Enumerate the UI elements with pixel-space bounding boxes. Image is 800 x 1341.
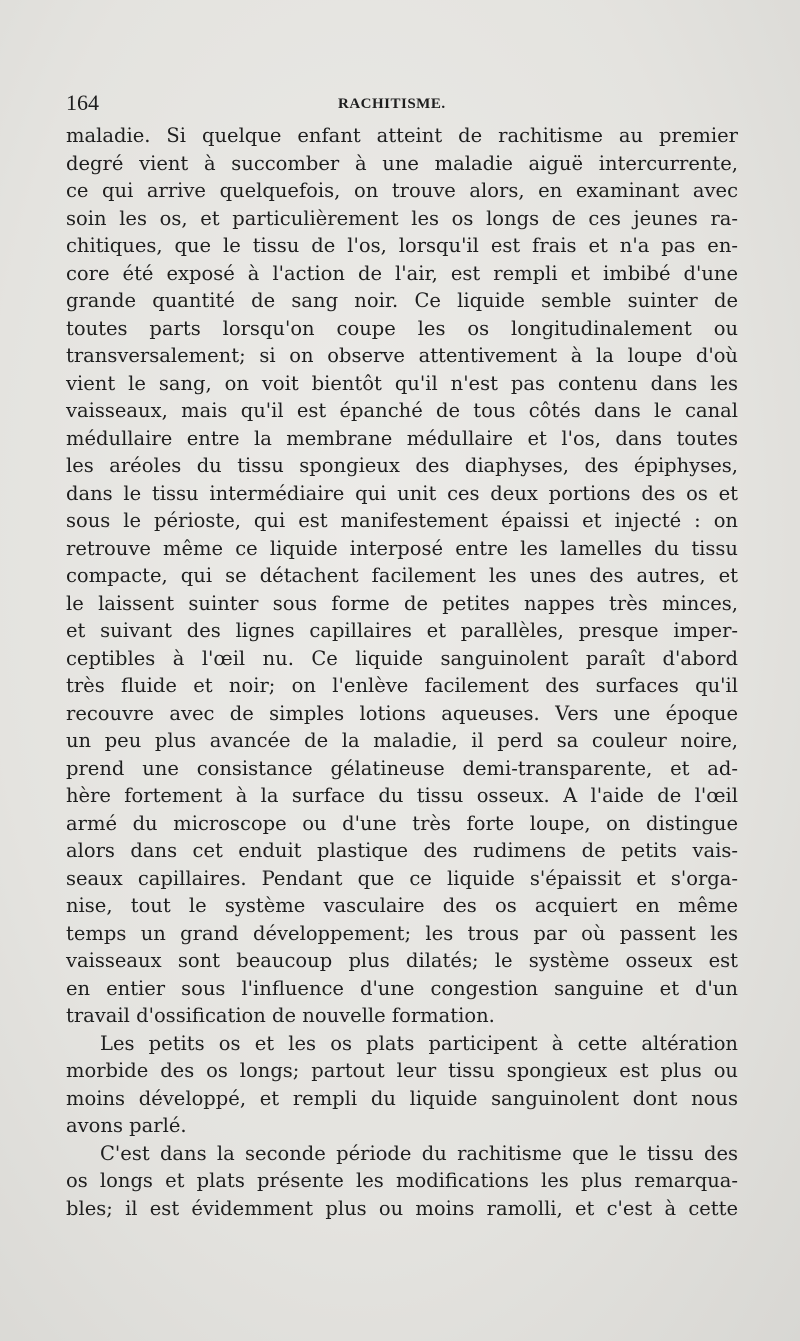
- text-line: très fluide et noir; on l'enlève facilement des surfaces qu'il: [66, 674, 738, 697]
- text-line: transversalement; si on observe attentivement à la loupe d'où: [66, 344, 738, 367]
- body-text: [66, 122, 738, 1222]
- text-line: armé du microscope ou d'une très forte loupe, on distingue: [66, 811, 738, 835]
- text-line: ce qui arrive quelquefois, on trouve alors, en examinant avec: [66, 179, 738, 202]
- text-line: hère fortement à la surface du tissu osseux. A l'aide de l'œil: [66, 784, 738, 807]
- text-line: bles; il est évidemment plus ou moins ramolli, et c'est à cette: [66, 1196, 738, 1220]
- text-line: grande quantité de sang noir. Ce liquide semble suinter de: [66, 289, 738, 312]
- text-line: toutes parts lorsqu'on coupe les os longitudinalement ou: [66, 316, 738, 340]
- text-line: vaisseaux, mais qu'il est épanché de tous côtés dans le canal: [66, 399, 738, 422]
- text-line: nise, tout le système vasculaire des os acquiert en même: [66, 894, 738, 917]
- page-number: 164: [66, 90, 99, 115]
- paragraph: [66, 1030, 738, 1140]
- text-line: en entier sous l'influence d'une congestion sanguine et d'un: [66, 976, 738, 1000]
- text-line: sous le périoste, qui est manifestement épaissi et injecté : on: [66, 509, 738, 532]
- paragraph: [66, 1140, 738, 1223]
- text-line: Les petits os et les os plats participent à cette altération: [100, 1031, 738, 1055]
- text-line: os longs et plats présente les modifications les plus remarqua-: [66, 1169, 738, 1192]
- text-line: seaux capillaires. Pendant que ce liquide s'épaissit et s'orga-: [66, 866, 738, 890]
- running-title: RACHITISME.: [338, 96, 446, 112]
- text-line: vaisseaux sont beaucoup plus dilatés; le système osseux est: [66, 949, 738, 972]
- text-line: prend une consistance gélatineuse demi-transparente, et ad-: [66, 756, 738, 780]
- text-line: morbide des os longs; partout leur tissu spongieux est plus ou: [66, 1059, 738, 1082]
- text-line: temps un grand développement; les trous par où passent les: [66, 921, 738, 945]
- text-line: médullaire entre la membrane médullaire et l'os, dans toutes: [66, 426, 738, 450]
- text-line: degré vient à succomber à une maladie aiguë intercurrente,: [66, 151, 738, 175]
- text-line: travail d'ossification de nouvelle formation.: [66, 1004, 495, 1027]
- text-line: chitiques, que le tissu de l'os, lorsqu'il est frais et n'a pas en-: [66, 234, 738, 257]
- text-line: vient le sang, on voit bientôt qu'il n'est pas contenu dans les: [66, 371, 738, 395]
- text-line: le laissent suinter sous forme de petites nappes très minces,: [66, 591, 738, 615]
- text-line: C'est dans la seconde période du rachitisme que le tissu des: [100, 1141, 738, 1165]
- text-line: ceptibles à l'œil nu. Ce liquide sanguinolent paraît d'abord: [66, 646, 738, 670]
- text-line: moins développé, et rempli du liquide sanguinolent dont nous: [66, 1086, 738, 1110]
- text-line: retrouve même ce liquide interposé entre les lamelles du tissu: [66, 536, 738, 560]
- text-line: dans le tissu intermédiaire qui unit ces deux portions des os et: [66, 481, 738, 505]
- running-head: [66, 88, 738, 118]
- text-line: core été exposé à l'action de l'air, est rempli et imbibé d'une: [66, 261, 738, 285]
- text-line: compacte, qui se détachent facilement les unes des autres, et: [66, 564, 738, 587]
- text-line: maladie. Si quelque enfant atteint de rachitisme au premier: [66, 124, 738, 147]
- text-line: avons parlé.: [66, 1114, 187, 1137]
- text-line: alors dans cet enduit plastique des rudimens de petits vais-: [66, 839, 738, 862]
- text-line: un peu plus avancée de la maladie, il perd sa couleur noire,: [66, 729, 738, 752]
- text-line: soin les os, et particulièrement les os longs de ces jeunes ra-: [66, 206, 738, 230]
- text-line: recouvre avec de simples lotions aqueuses. Vers une époque: [66, 701, 738, 725]
- paragraph: [66, 122, 738, 1030]
- text-line: les aréoles du tissu spongieux des diaphyses, des épiphyses,: [66, 454, 738, 477]
- text-line: et suivant des lignes capillaires et parallèles, presque imper-: [66, 619, 738, 642]
